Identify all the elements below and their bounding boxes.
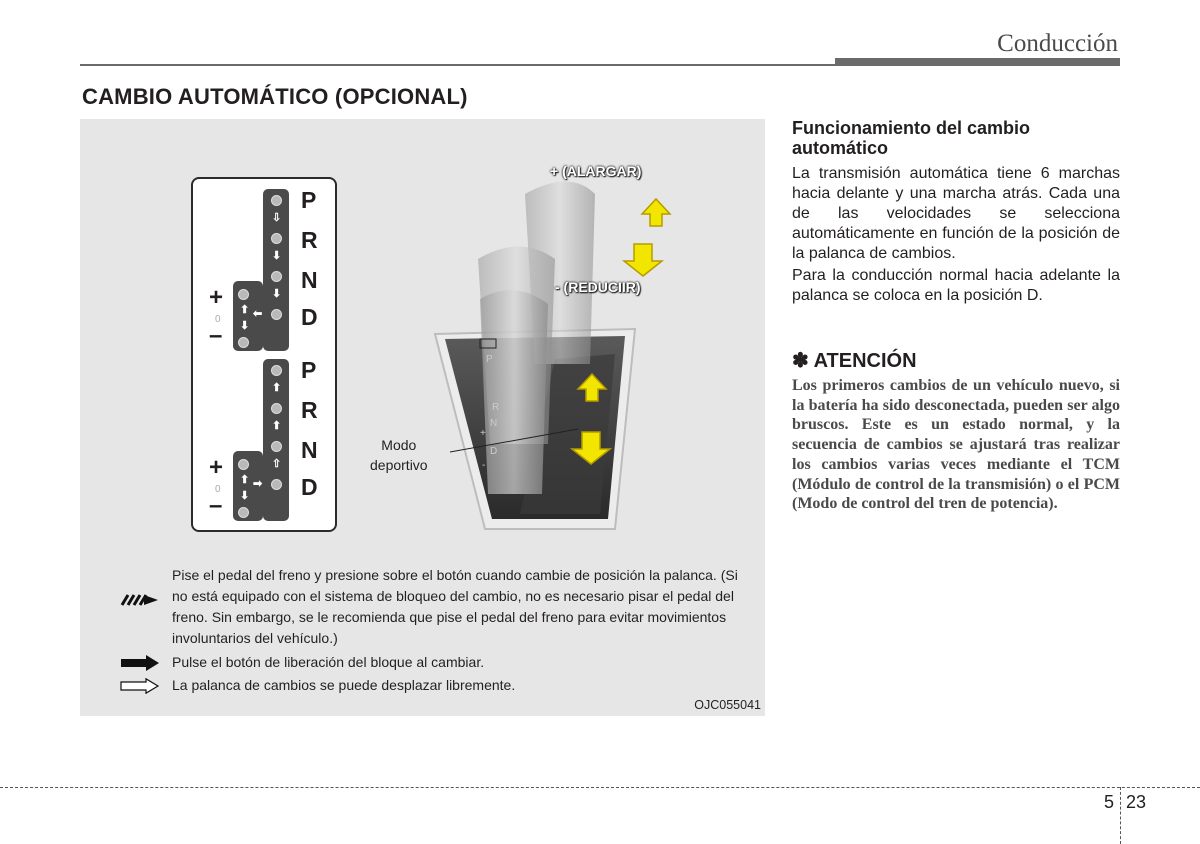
- gate-dot: [238, 337, 249, 348]
- up-arrow-icon: ⇧: [272, 458, 282, 470]
- gear-shift-figure: [80, 119, 765, 716]
- figure-code: OJC055041: [694, 698, 761, 712]
- brake-pedal-arrow-icon: [120, 593, 160, 607]
- right-arrow-icon: ➡: [253, 478, 263, 490]
- gate-dot: [238, 507, 249, 518]
- up-arrow-icon: ⬆: [240, 304, 250, 316]
- down-arrow-icon: ⬇: [240, 320, 250, 332]
- gate-dot: [271, 479, 282, 490]
- gear-letter-r: R: [301, 397, 318, 423]
- plus-sign: +: [209, 284, 224, 311]
- plate-p: P: [486, 354, 493, 365]
- sport-mode-label: [370, 435, 428, 475]
- gear-letter-n: N: [301, 267, 318, 293]
- subheading: Funcionamiento del cambio automático: [792, 118, 1031, 158]
- body-paragraph: La transmisión automática tiene 6 marchas hacia delante y una marcha atrás. Cada una de las velocidades se selecciona automáticamente en función de la posición de la palanca de cambios.: [792, 165, 1120, 262]
- plate-r: R: [492, 402, 500, 413]
- zero-mark: 0: [215, 484, 221, 495]
- lever-label-up: + (ALARGAR): [550, 163, 642, 179]
- gate-dot: [271, 271, 282, 282]
- legend-text: Pulse el botón de liberación del bloque al cambiar.: [172, 654, 485, 670]
- minus-sign: –: [209, 322, 223, 349]
- plate-n: N: [490, 418, 498, 429]
- gear-letter-r: R: [301, 227, 318, 253]
- gate-dot: [238, 289, 249, 300]
- gear-letter-p: P: [301, 187, 317, 213]
- solid-arrow-icon: [120, 655, 160, 671]
- gate-dot: [271, 403, 282, 414]
- gate-dot: [271, 195, 282, 206]
- down-arrow-icon: ⬇: [272, 250, 282, 262]
- legend-item: [110, 652, 750, 673]
- section-title: CAMBIO AUTOMÁTICO (OPCIONAL): [82, 84, 468, 109]
- gate-dot: [271, 309, 282, 320]
- sport-mode-label-line2: deportivo: [370, 457, 428, 473]
- gate-dot: [271, 441, 282, 452]
- figure-legend: [110, 565, 750, 696]
- up-arrow-icon: ⬆: [272, 382, 282, 394]
- plate-plus: +: [480, 428, 486, 439]
- header-rule: [80, 64, 835, 66]
- plate-minus: -: [482, 460, 486, 471]
- gear-letter-d: D: [301, 304, 318, 330]
- legend-item: [110, 675, 750, 696]
- sport-mode-label-line1: Modo: [381, 437, 417, 453]
- up-arrow-icon: [642, 199, 670, 226]
- outline-arrow-icon: [120, 678, 160, 694]
- minus-sign: –: [209, 492, 223, 519]
- shift-pattern-diagram: [191, 177, 337, 532]
- gear-letter-n: N: [301, 437, 318, 463]
- attention-title: ✽ ATENCIÓN: [792, 350, 917, 372]
- gate-dot: [271, 233, 282, 244]
- header-rule-accent: [835, 58, 1120, 66]
- chapter-title: Conducción: [997, 30, 1118, 57]
- plate-d: D: [490, 446, 498, 457]
- gear-letter-p: P: [301, 357, 317, 383]
- down-arrow-icon: ⬇: [240, 490, 250, 502]
- gate-dot: [271, 365, 282, 376]
- legend-item: [110, 565, 750, 649]
- legend-text: Pise el pedal del freno y presione sobre el botón cuando cambie de posición la palanca. (Si no está equipado con el sistema de bloqueo del cambio, no es necesario pisar el pedal del freno. Sin embargo, se le recomienda que pise el pedal del freno para evitar movimientos involuntarios del vehículo.): [172, 567, 738, 646]
- down-arrow-icon: ⬇: [272, 288, 282, 300]
- chapter-number: 5: [1104, 792, 1115, 812]
- gear-lever-illustration: [430, 164, 700, 534]
- gate-dot: [238, 459, 249, 470]
- up-arrow-icon: ⬆: [272, 420, 282, 432]
- footer-rule: [0, 787, 1200, 788]
- up-arrow-icon: ⬆: [240, 474, 250, 486]
- body-paragraph: Para la conducción normal hacia adelante la palanca se coloca en la posición D.: [792, 267, 1120, 304]
- legend-text: La palanca de cambios se puede desplazar libremente.: [172, 677, 516, 693]
- down-arrow-icon: ⇩: [272, 212, 282, 224]
- gear-letter-d: D: [301, 474, 318, 500]
- down-arrow-icon: [624, 244, 662, 276]
- zero-mark: 0: [215, 314, 221, 325]
- attention-text: Los primeros cambios de un vehículo nuevo, si la batería ha sido desconectada, pueden ser algo bruscos. Este es un estado normal, y la secuencia de cambios se ajustará tras realizar los cambios varias veces mediante el TCM (Módulo de control de la transmisión) o el PCM (Modo de control del tren de potencia).: [792, 377, 1120, 513]
- footer-divider: [1120, 787, 1121, 844]
- page-number: 23: [1126, 792, 1147, 812]
- left-arrow-icon: ⬅: [253, 308, 263, 320]
- plus-sign: +: [209, 454, 224, 481]
- lever-label-down: - (REDUCIIR): [555, 279, 641, 295]
